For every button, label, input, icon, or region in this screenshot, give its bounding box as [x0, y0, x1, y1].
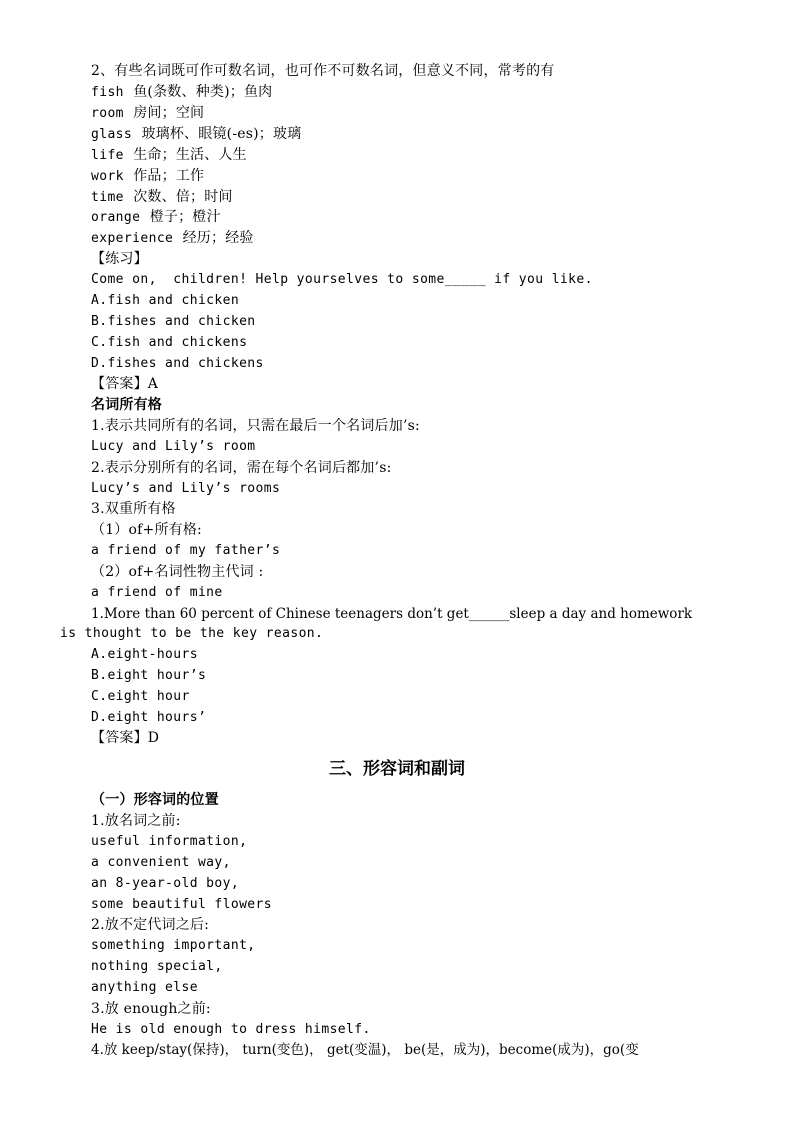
- possessive-example-4: a friend of mine: [91, 585, 223, 600]
- adj-example: nothing special,: [91, 959, 223, 974]
- noun-row: [91, 228, 254, 249]
- subsection-title: （一）形容词的位置: [91, 792, 219, 808]
- noun-meaning: 生命；生活、人生: [133, 147, 247, 163]
- noun-word: life: [91, 148, 124, 163]
- q2-option-c: C.eight hour: [91, 689, 190, 704]
- noun-row: [91, 187, 233, 208]
- possessive-rule-2: 2.表示分别所有的名词，需在每个名词后都加’s:: [91, 460, 392, 476]
- q2-option-d: D.eight hours’: [91, 710, 207, 725]
- possessive-example-1: Lucy and Lily’s room: [91, 439, 256, 454]
- adj-example: something important,: [91, 938, 256, 953]
- noun-word: work: [91, 169, 124, 184]
- question-2-line-2: is thought to be the key reason.: [60, 626, 324, 641]
- q2-answer: 【答案】D: [91, 730, 160, 746]
- noun-word: fish: [91, 85, 124, 100]
- possessive-sub-2: （2）of+名词性物主代词 :: [91, 564, 264, 580]
- adj-example: He is old enough to dress himself.: [91, 1022, 371, 1037]
- noun-row: [91, 145, 247, 166]
- possessive-sub-1: （1）of+所有格:: [91, 522, 202, 538]
- adj-rule-4: 4.放 keep/stay(保持)， turn(变色)， get(变温)， be(是，成为)，become(成为)，go(变: [91, 1042, 639, 1058]
- possessive-rule-1: 1.表示共同所有的名词，只需在最后一个名词后加’s:: [91, 418, 420, 434]
- adj-example: an 8-year-old boy,: [91, 876, 240, 891]
- intro-line: 2、有些名词既可作可数名词，也可作不可数名词，但意义不同，常考的有: [91, 63, 555, 79]
- adj-example: a convenient way,: [91, 855, 231, 870]
- noun-meaning: 房间；空间: [133, 105, 205, 121]
- noun-word: time: [91, 190, 124, 205]
- noun-row: [91, 207, 221, 228]
- q2-option-b: B.eight hour’s: [91, 668, 207, 683]
- noun-meaning: 鱼(条数、种类)；鱼肉: [133, 84, 273, 100]
- practice-label: 【练习】: [91, 251, 148, 267]
- adj-example: useful information,: [91, 834, 248, 849]
- noun-word: experience: [91, 231, 174, 246]
- q1-answer: 【答案】A: [91, 376, 159, 392]
- adj-example: some beautiful flowers: [91, 897, 272, 912]
- noun-meaning: 次数、倍；时间: [133, 189, 233, 205]
- q1-option-d: D.fishes and chickens: [91, 356, 264, 371]
- q1-option-a: A.fish and chicken: [91, 293, 240, 308]
- noun-word: orange: [91, 210, 141, 225]
- possessive-example-2: Lucy’s and Lily’s rooms: [91, 481, 281, 496]
- q1-option-b: B.fishes and chicken: [91, 314, 256, 329]
- q2-option-a: A.eight-hours: [91, 647, 198, 662]
- noun-row: [91, 82, 272, 103]
- noun-meaning: 作品；工作: [133, 168, 205, 184]
- question-1: Come on, children! Help yourselves to some_____ if you like.: [91, 272, 593, 287]
- possessive-rule-3: 3.双重所有格: [91, 501, 176, 517]
- adj-rule-1: 1.放名词之前:: [91, 813, 181, 829]
- question-2-line-1: 1.More than 60 percent of Chinese teenagers don’t get______sleep a day and homework: [91, 606, 693, 622]
- possessive-title: 名词所有格: [91, 397, 162, 413]
- possessive-example-3: a friend of my father’s: [91, 543, 281, 558]
- q1-option-c: C.fish and chickens: [91, 335, 248, 350]
- adj-example: anything else: [91, 980, 198, 995]
- noun-row: [91, 124, 301, 145]
- adj-rule-3: 3.放 enough之前:: [91, 1001, 211, 1017]
- noun-row: [91, 103, 204, 124]
- adj-rule-2: 2.放不定代词之后:: [91, 917, 210, 933]
- noun-meaning: 橙子；橙汁: [149, 209, 221, 225]
- noun-meaning: 经历；经验: [182, 230, 254, 246]
- noun-meaning: 玻璃杯、眼镜(-es)；玻璃: [141, 126, 302, 142]
- section-heading: 三、形容词和副词: [329, 759, 465, 779]
- noun-word: glass: [91, 127, 133, 142]
- noun-row: [91, 166, 204, 187]
- noun-word: room: [91, 106, 124, 121]
